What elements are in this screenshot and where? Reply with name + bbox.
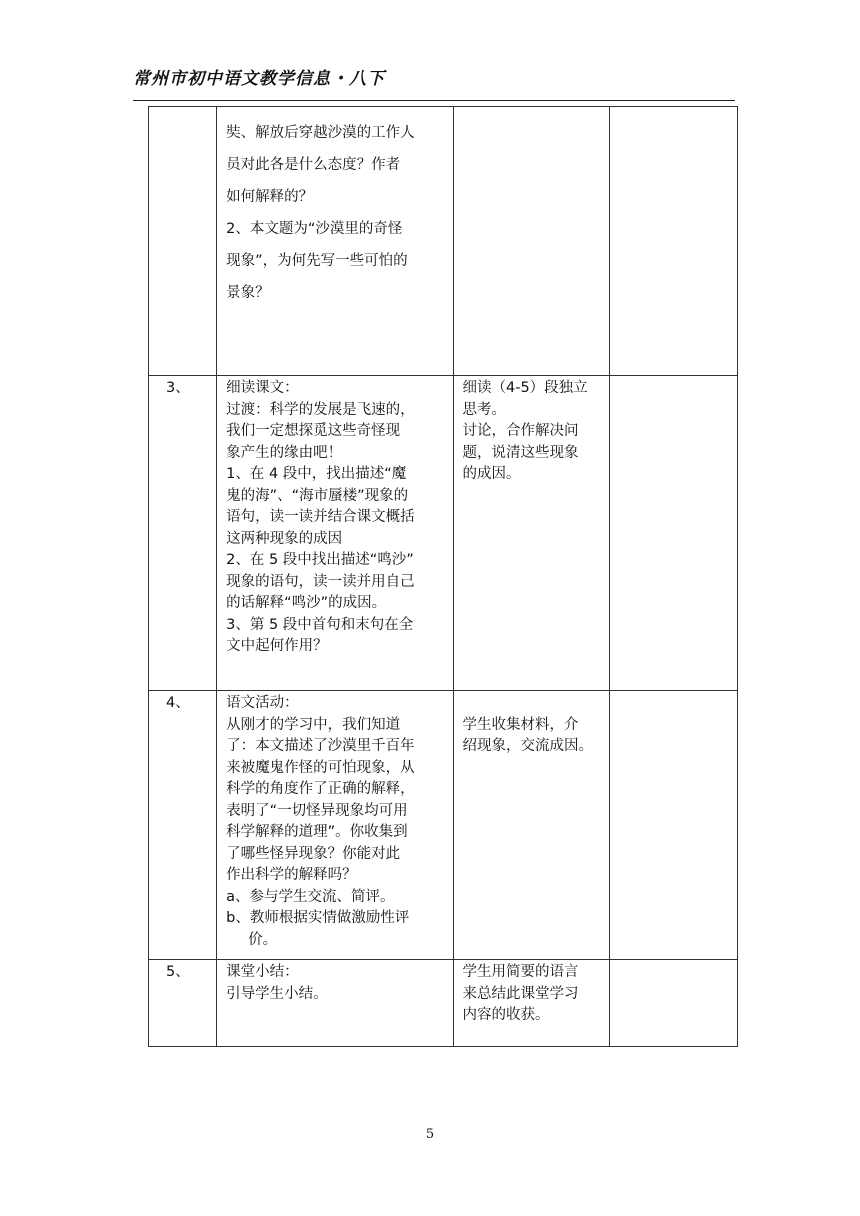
student-activity-line: 绍现象，交流成因。 [462, 738, 593, 754]
table-row [149, 960, 738, 1047]
step-number: 5、 [166, 964, 190, 980]
student-activity-line: 学生收集材料，介 [462, 716, 579, 733]
table-row [149, 691, 738, 960]
notes-cell [609, 376, 737, 691]
student-activity-line: 内容的收获。 [462, 1007, 550, 1023]
teacher-activity-line: 我们一定想探觅这些奇怪现 [226, 423, 401, 439]
notes-cell [609, 691, 737, 960]
teacher-activity-line: 现象”，为何先写一些可怕的 [226, 253, 408, 269]
teacher-activity-line: 文中起何作用？ [226, 638, 328, 654]
student-activity-line [463, 693, 600, 715]
step-number-cell [149, 107, 217, 376]
teacher-activity-line: 鬼的海”、“海市蜃楼”现象的 [226, 487, 409, 504]
student-activity-cell [453, 376, 609, 691]
table-body [149, 107, 738, 1047]
teacher-activity-line: 表明了“一切怪异现象均可用 [226, 802, 408, 819]
lesson-plan-table [148, 106, 738, 1047]
teacher-activity-line: 作出科学的解释吗？ [226, 867, 357, 883]
teacher-activity-line: 来被魔鬼作怪的可怕现象，从 [226, 759, 415, 776]
notes-cell [609, 107, 737, 376]
teacher-activity-line: 象产生的缘由吧！ [226, 444, 343, 461]
teacher-activity-line: 3、第 5 段中首句和末句在全 [226, 616, 414, 633]
student-activity-cell [453, 960, 609, 1047]
student-activity-cell [453, 691, 609, 960]
teacher-activity-line: 语句，读一读并结合课文概括 [226, 509, 415, 525]
teacher-activity-line: 的话解释“鸣沙”的成因。 [226, 595, 387, 611]
teacher-activity-line: 员对此各是什么态度？作者 [226, 157, 401, 173]
teacher-activity-line: 2、本文题为“沙漠里的奇怪 [226, 221, 403, 237]
step-number: 3、 [166, 380, 190, 396]
teacher-activity-line: 科学解释的道理”。你收集到 [226, 824, 408, 840]
student-activity-line: 学生用简要的语言 [462, 964, 579, 980]
student-activity-line: 思考。 [462, 401, 506, 418]
step-number-cell [149, 960, 217, 1047]
student-activity-line: 题，说清这些现象 [462, 444, 579, 461]
teacher-activity-line: 了：本文描述了沙漠里千百年 [226, 738, 415, 754]
teacher-activity-line: 这两种现象的成因 [226, 530, 343, 547]
step-number-cell [149, 376, 217, 691]
student-activity-line: 细读（4-5）段独立 [462, 380, 588, 396]
teacher-activity-line: 奘、解放后穿越沙漠的工作人 [226, 125, 415, 141]
teacher-activity-cell [217, 691, 453, 960]
student-activity-line: 的成因。 [462, 466, 521, 482]
teacher-activity-line: 1、在 4 段中，找出描述“魔 [226, 466, 407, 482]
teacher-activity-line: 细读课文： [226, 380, 299, 396]
student-activity-line: 讨论，合作解决问 [462, 423, 579, 439]
teacher-activity-line: 科学的角度作了正确的解释， [226, 781, 415, 797]
teacher-activity-line: 从刚才的学习中，我们知道 [226, 716, 401, 733]
notes-cell [609, 960, 737, 1047]
teacher-activity-line: 景象？ [226, 285, 270, 301]
step-number: 4、 [166, 695, 190, 711]
teacher-activity-cell [217, 376, 453, 691]
teacher-activity-line: b、教师根据实情做激励性评 [226, 910, 410, 926]
teacher-activity-line: 课堂小结： [226, 964, 299, 980]
teacher-activity-line: 语文活动： [226, 695, 299, 711]
teacher-activity-line: 2、在 5 段中找出描述“鸣沙” [226, 552, 414, 568]
student-activity-cell [453, 107, 609, 376]
teacher-activity-cell [217, 960, 453, 1047]
teacher-activity-line: a、参与学生交流、简评。 [226, 888, 395, 905]
teacher-activity-line: 如何解释的？ [226, 189, 314, 205]
page-header-title: 常州市初中语文教学信息・八下 [133, 69, 385, 89]
teacher-activity-line: 过渡：科学的发展是飞速的， [226, 401, 415, 418]
page-number: 5 [425, 1127, 435, 1142]
step-number-cell [149, 691, 217, 960]
header-divider [133, 100, 735, 101]
teacher-activity-line: 了哪些怪异现象？你能对此 [226, 845, 401, 862]
table-row [149, 376, 738, 691]
teacher-activity-line: 现象的语句，读一读并用自己 [226, 573, 415, 590]
teacher-activity-cell [217, 107, 453, 376]
teacher-activity-line: 价。 [248, 931, 278, 948]
teacher-activity-line: 引导学生小结。 [226, 985, 328, 1002]
student-activity-line: 来总结此课堂学习 [462, 985, 579, 1002]
table-row [149, 107, 738, 376]
